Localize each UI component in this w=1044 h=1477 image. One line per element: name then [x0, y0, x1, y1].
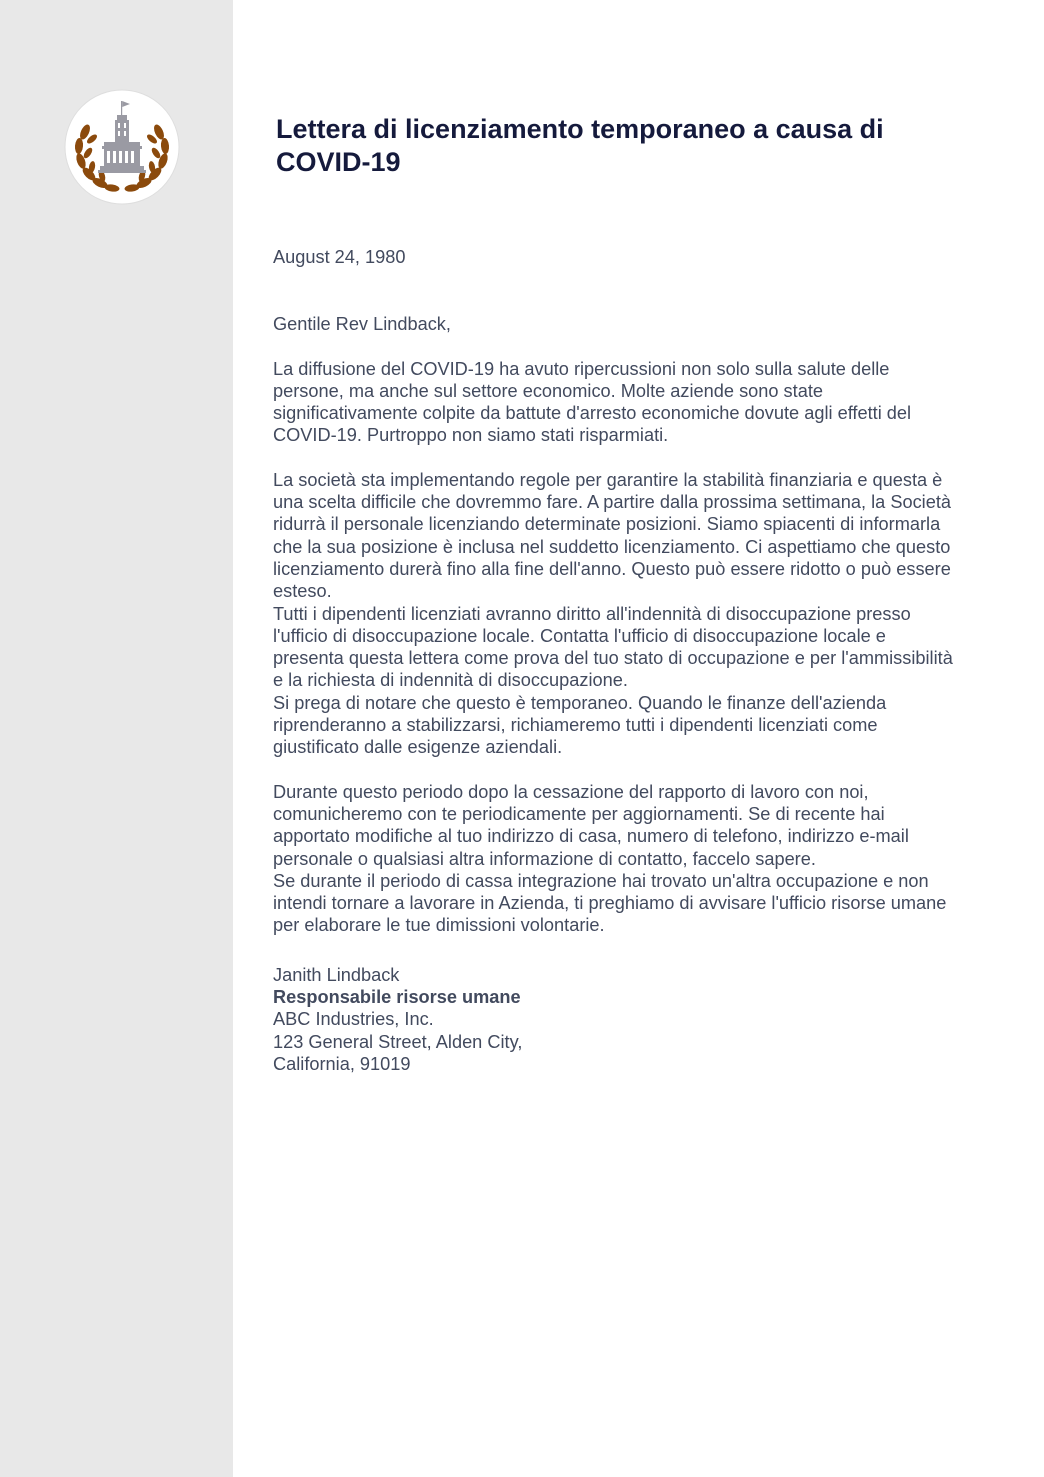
letter-date: August 24, 1980 [273, 247, 406, 267]
salutation: Gentile Rev Lindback, [273, 314, 451, 335]
signature-address-line: 123 General Street, Alden City, [273, 1031, 523, 1052]
signature-name: Janith Lindback [273, 964, 400, 985]
letter-body [273, 246, 953, 1075]
laurel-building-logo-icon [64, 89, 180, 205]
paragraph-contact-part: Durante questo periodo dopo la cessazione del rapporto di lavoro con noi, comunicheremo con te periodicamente per aggiornamenti. Se di recente hai apportato modifiche al tuo indirizzo di casa, numero di telefono, indirizzo e-mail personale o qualsiasi altra informazione di contatto, faccelo sapere. [273, 781, 909, 869]
paragraph-intro: La diffusione del COVID-19 ha avuto ripercussioni non solo sulla salute delle persone, ma anche sul settore economico. Molte aziende sono state significativamente colpite da battute d'arresto economiche dovute agli effetti del COVID-19. Purtroppo non siamo stati risparmiati. [273, 358, 912, 446]
paragraph-contact-part: Se durante il periodo di cassa integrazione hai trovato un'altra occupazione e non intendi tornare a lavorare in Azienda, ti preghiamo di avvisare l'ufficio risorse umane per elaborare le tue dimissioni volontarie. [273, 870, 947, 936]
sidebar-panel [0, 0, 233, 1477]
signature-role: Responsabile risorse umane [273, 987, 521, 1008]
paragraph-layoff-part: Tutti i dipendenti licenziati avranno diritto all'indennità di disoccupazione presso l'ufficio di disoccupazione locale. Contatta l'ufficio di disoccupazione locale e presenta questa lettera come prova del tuo stato di occupazione e per l'ammissibilità e la richiesta di indennità di disoccupazione. [273, 603, 953, 691]
paragraph-contact [273, 781, 953, 937]
paragraph-layoff [273, 469, 953, 759]
signature-company: ABC Industries, Inc. [273, 1009, 434, 1030]
signature-address-line: California, 91019 [273, 1053, 411, 1074]
signature-block [273, 964, 953, 1075]
paragraph-layoff-part: La società sta implementando regole per garantire la stabilità finanziaria e questa è una scelta difficile che dovremmo fare. A partire dalla prossima settimana, la Società ridurrà il personale licenziando determinate posizioni. Siamo spiacenti di informarla che la sua posizione è inclusa nel suddetto licenziamento. Ci aspettiamo che questo licenziamento durerà fino alla fine dell'anno. Questo può essere ridotto o può essere esteso. [273, 469, 951, 602]
letter-title: Lettera di licenziamento temporaneo a causa di COVID-19 [276, 114, 884, 177]
paragraph-layoff-part: Si prega di notare che questo è temporaneo. Quando le finanze dell'azienda riprenderanno a stabilizzarsi, richiameremo tutti i dipendenti licenziati come giustificato dalle esigenze aziendali. [273, 692, 887, 758]
